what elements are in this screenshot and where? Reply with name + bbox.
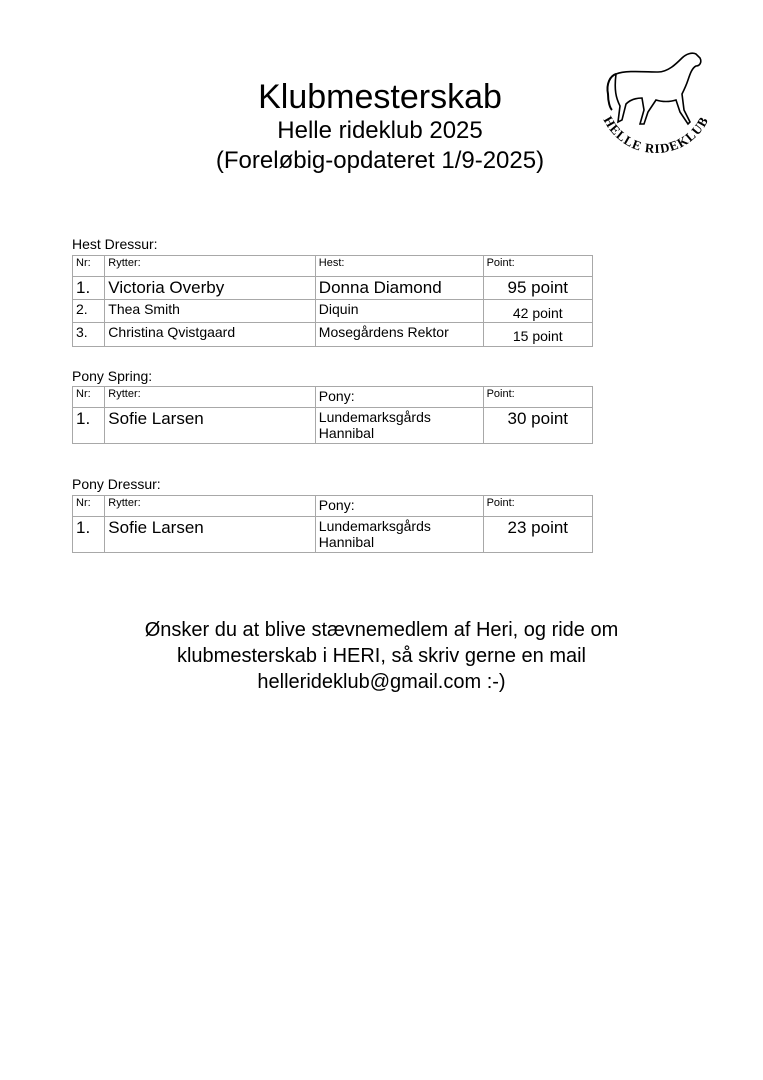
column-header: Nr:	[73, 387, 105, 408]
column-header: Pony:	[315, 496, 483, 517]
results-table-hest-dressur	[72, 255, 593, 347]
table-cell: 42 point	[483, 300, 592, 323]
column-header: Point:	[483, 387, 592, 408]
table-cell: 15 point	[483, 323, 592, 347]
table-cell: 1.	[73, 517, 105, 553]
table-cell: Christina Qvistgaard	[105, 323, 316, 347]
table-row	[73, 277, 593, 300]
table-row	[73, 408, 593, 444]
title-block	[150, 78, 610, 176]
column-header: Rytter:	[105, 256, 316, 277]
table-cell: Sofie Larsen	[105, 517, 316, 553]
table-cell: Lundemarksgårds Hannibal	[315, 408, 483, 444]
column-header: Nr:	[73, 496, 105, 517]
table-header-row	[73, 496, 593, 517]
section-label-hest-dressur: Hest Dressur:	[72, 236, 158, 252]
footer-email: hellerideklub@gmail.com :-)	[257, 671, 506, 693]
section-label-pony-dressur: Pony Dressur:	[72, 476, 161, 492]
footer-line: klubmesterskab i HERI, så skriv gerne en mail	[176, 645, 587, 667]
table-cell: 95 point	[483, 277, 592, 300]
column-header: Point:	[483, 256, 592, 277]
table-cell: 1.	[73, 277, 105, 300]
table-row	[73, 300, 593, 323]
column-header: Rytter:	[105, 387, 316, 408]
status-note: (Foreløbig-opdateret 1/9-2025)	[215, 147, 545, 174]
table-header-row	[73, 387, 593, 408]
page-subtitle: Helle rideklub 2025	[277, 117, 483, 144]
table-cell: Diquin	[315, 300, 483, 323]
results-table-pony-spring	[72, 386, 593, 444]
table-cell: Donna Diamond	[315, 277, 483, 300]
footer-line: Ønsker du at blive stævnemedlem af Heri, og ride om	[144, 619, 619, 641]
table-cell: 3.	[73, 323, 105, 347]
table-row	[73, 323, 593, 347]
table-cell: Thea Smith	[105, 300, 316, 323]
table-cell: Victoria Overby	[105, 277, 316, 300]
results-table-pony-dressur	[72, 495, 593, 553]
table-cell: Sofie Larsen	[105, 408, 316, 444]
section-label-pony-spring: Pony Spring:	[72, 368, 153, 384]
column-header: Nr:	[73, 256, 105, 277]
logo-text: HELLE RIDEKLUB	[600, 113, 712, 157]
table-cell: 23 point	[483, 517, 592, 553]
horse-logo-icon	[586, 50, 720, 162]
table-cell: Lundemarksgårds Hannibal	[315, 517, 483, 553]
table-cell: 1.	[73, 408, 105, 444]
table-header-row	[73, 256, 593, 277]
column-header: Point:	[483, 496, 592, 517]
table-cell: 30 point	[483, 408, 592, 444]
column-header: Rytter:	[105, 496, 316, 517]
column-header: Hest:	[315, 256, 483, 277]
table-cell: 2.	[73, 300, 105, 323]
table-row	[73, 517, 593, 553]
table-cell: Mosegårdens Rektor	[315, 323, 483, 347]
column-header: Pony:	[315, 387, 483, 408]
svg-text:HELLE RIDEKLUB	[601, 113, 712, 156]
page-title: Klubmesterskab	[258, 78, 502, 116]
footer-note	[100, 617, 663, 695]
